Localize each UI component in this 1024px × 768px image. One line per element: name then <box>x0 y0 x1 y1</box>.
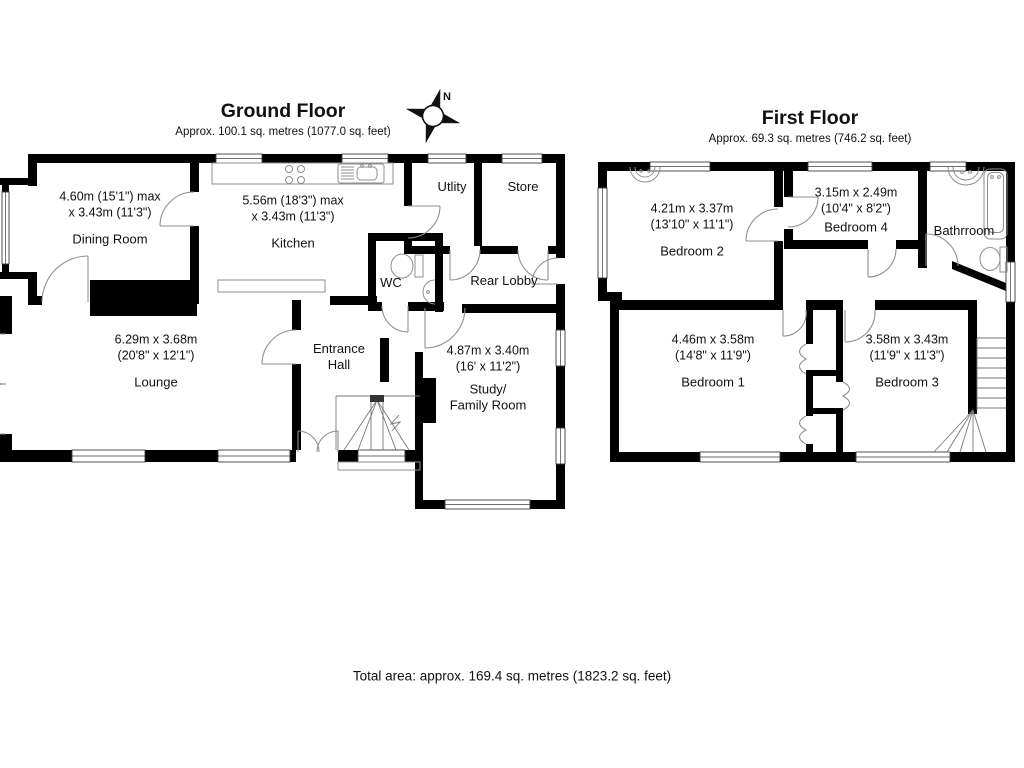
first-floor-title: First Floor <box>761 107 859 129</box>
ground-floor-area: Approx. 100.1 sq. metres (1077.0 sq. feet) <box>175 126 391 138</box>
first-floor-area: Approx. 69.3 sq. metres (746.2 sq. feet) <box>708 133 912 145</box>
room-label-bedroom-1: 4.46m x 3.58m (14'8" x 11'9") Bedroom 1 <box>671 332 755 390</box>
room-label-store: Store <box>507 179 539 194</box>
room-label-rear-lobby: Rear Lobby <box>470 273 538 288</box>
room-label-kitchen: 5.56m (18'3") max x 3.43m (11'3") Kitchen <box>242 193 344 251</box>
room-label-bathroom: Bathrroom <box>933 223 995 238</box>
room-label-dining-room: 4.60m (15'1") max x 3.43m (11'3") Dining Room <box>59 189 161 247</box>
room-label-study-family-room: 4.87m x 3.40m (16' x 11'2") Study/ Family Room <box>446 343 530 413</box>
compass-icon <box>400 83 466 149</box>
room-label-lounge: 6.29m x 3.68m (20'8" x 12'1") Lounge <box>114 332 198 390</box>
compass-north-label: N <box>443 91 451 103</box>
ground-floor-header <box>175 100 390 138</box>
total-area-text: Total area: approx. 169.4 sq. metres (1823.2 sq. feet) <box>352 668 672 684</box>
room-label-bedroom-3: 3.58m x 3.43m (11'9" x 11'3") Bedroom 3 <box>865 332 949 390</box>
room-label-entrance-hall: Entrance Hall <box>312 341 366 372</box>
room-label-bedroom-2: 4.21m x 3.37m (13'10" x 11'1") Bedroom 2 <box>650 201 734 259</box>
room-label-utility: Utlity <box>437 179 467 194</box>
room-label-bedroom-4: 3.15m x 2.49m (10'4" x 8'2") Bedroom 4 <box>814 185 898 235</box>
room-label-wc: WC <box>380 275 402 290</box>
ground-floor-title: Ground Floor <box>220 100 346 122</box>
first-floor-header <box>709 107 912 145</box>
